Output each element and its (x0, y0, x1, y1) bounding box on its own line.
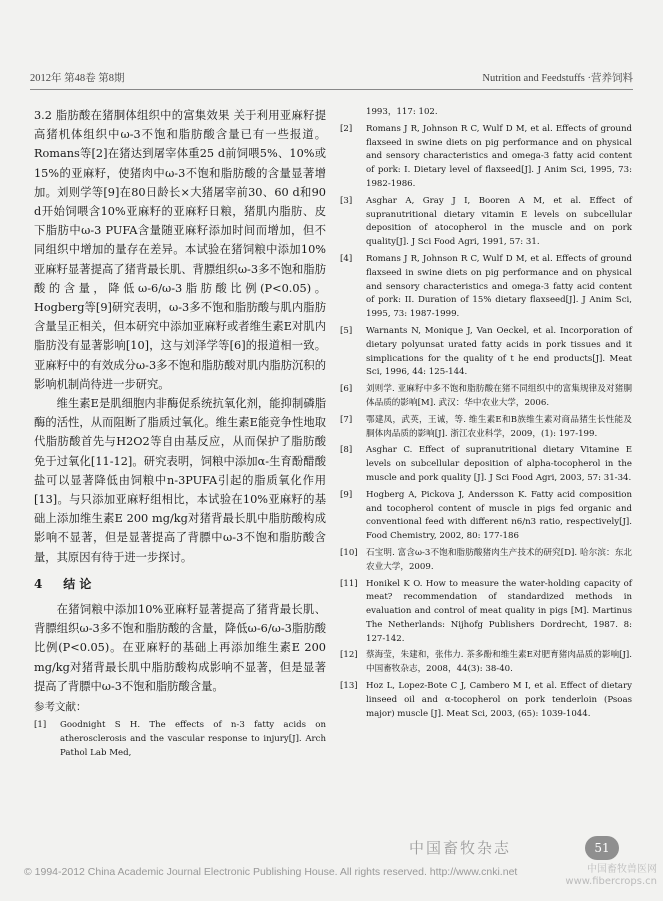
reference-text: Asghar C. Effect of supranutritional dietary Vitamine E levels on subcellular deposition of alpha-tocopherol in the muscle and pork quality [J]. J Sci Food Agri, 2003, 57: 31-34. (366, 445, 632, 483)
reference-text: Goodnight S H. The effects of n-3 fatty acids on atherosclerosis and the vascular response to injury[J]. Arch Pathol Lab Med, (60, 720, 326, 758)
reference-item (340, 680, 632, 721)
watermark (565, 864, 657, 888)
reference-number: [5] (340, 325, 353, 336)
reference-text: 1993，117: 102. (366, 107, 438, 117)
vitamin-e-paragraph: 维生素E是肌细胞内非酶促系统抗氧化剂，能抑制磷脂酶的活性，从而阻断了脂质过氧化。维生素E能竞争性地取代脂肪酸首先与H2O2等自由基反应，从而保护了脂肪酸免于过氧化[11-12]。研究表明，饲粮中添加α-生育酚醋酸盐可以显著降低由饲粮中n-3PUFA引起的脂质氧化作用[13]。与只添加亚麻籽组相比，本试验在10%亚麻籽的基础上添加维生素E 200 mg/kg对猪背最长肌中脂肪酸构成影响不显著，但是显著提高了背膘中ω-3不饱和脂肪酸含量，其原因有待于进一步探讨。 (34, 397, 326, 564)
page-footer-badge (409, 837, 619, 861)
reference-number: [9] (340, 489, 353, 500)
reference-text: Honikel K O. How to measure the water-holding capacity of meat? recommendation of standardized methods in evaluation and control of meat quality in pigs [M]. Martinus The Netherlands: Nijhofg Publishers Dordrecht, 1987. 8: 127-142. (366, 578, 632, 644)
reference-item (340, 489, 632, 544)
reference-item (340, 578, 632, 647)
reference-number: [7] (340, 414, 353, 425)
right-column (340, 106, 632, 724)
issue-info: 2012年 第48卷 第8期 (30, 73, 125, 84)
reference-number: [8] (340, 445, 353, 456)
conclusion-paragraph: 在猪饲粮中添加10%亚麻籽显著提高了猪背最长肌、背膘组织ω-3多不饱和脂肪酸的含量，降低ω-6/ω-3脂肪酸比例(P<0.05)。在亚麻籽的基础上再添加维生素E 200 mg/kg对猪背最长肌中脂肪酸构成影响不显著，但是显著提高了背膘中ω-3不饱和脂肪酸含量。 (34, 603, 326, 693)
reference-number: [11] (340, 578, 358, 589)
reference-text: 石宝明. 富含ω-3不饱和脂肪酸猪肉生产技术的研究[D]. 哈尔滨：东北农业大学，2009. (366, 547, 632, 572)
reference-item (34, 719, 326, 760)
journal-name: Nutrition and Feedstuffs ·营养饲料 (482, 73, 633, 84)
header-rule (30, 89, 633, 90)
conclusion-heading (34, 575, 326, 594)
reference-item (340, 414, 632, 442)
reference-item (340, 444, 632, 485)
watermark-line: www.fibercrops.cn (565, 876, 657, 887)
reference-item (340, 325, 632, 380)
reference-number: [1] (34, 720, 47, 731)
watermark-line: 中国畜牧兽医网 (587, 864, 657, 875)
reference-item (340, 547, 632, 575)
reference-text: 刘则学. 亚麻籽中多不饱和脂肪酸在猪不同组织中的富集规律及对猪胴体品质的影响[M]. 武汉：华中农业大学，2006. (366, 384, 632, 408)
copyright-footer: © 1994-2012 China Academic Journal Electronic Publishing House. All rights reserved. http://www.cnki.net (24, 866, 518, 878)
reference-number: [6] (340, 384, 353, 395)
reference-text: Romans J R, Johnson R C, Wulf D M, et al. Effects of ground flaxseed in swine diets on pig performance and on physical and sensory characteristics and omega-3 fatty acid content of pork: I. Dietary level of flaxseed[J]. J Anim Sci, 1995, 73: 1982-1986. (366, 123, 632, 189)
reference-text: Asghar A, Gray J I, Booren A M, et al. Effect of supranutritional dietary vitamin E levels on subcellular deposition of atocopherol in the muscle and on pork quality[J]. J Sci Food Agri, 1991, 57: 31. (366, 195, 632, 248)
reference-list (340, 123, 632, 722)
section-3-2-paragraph: 3.2 脂肪酸在猪胴体组织中的富集效果 关于利用亚麻籽提高猪机体组织中ω-3不饱和脂肪酸含量已有一些报道。Romans等[2]在猪达到屠宰体重25 d前饲喂5%、10%或15%的亚麻籽，使猪肉中ω-3不饱和脂肪酸的含量显著增加。刘则学等[9]在80日龄长×大猪屠宰前30、60 d和90 d开始饲喂含10%亚麻籽的亚麻籽日粮，猪肌内脂肪、皮下脂肪中ω-3 PUFA含量随亚麻籽添加时间而增加，但不同组织中增加的量存在差异。本试验在猪饲粮中添加10%亚麻籽显著提高了猪背最长肌、背膘组织ω-3多不饱和脂肪酸的含量，降低ω-6/ω-3脂肪酸比例(P<0.05)。Hogberg等[9]研究表明，ω-3多不饱和脂肪酸与肌内脂肪含量呈正相关，但本研究中添加亚麻籽或者维生素E对肌内脂肪没有显著影响[10]，这与刘泽学等[6]的报道相一致。亚麻籽中的有效成分ω-3多不饱和脂肪酸对肌内脂肪沉积的影响机制尚待进一步研究。 (34, 109, 326, 391)
reference-text: Warnants N, Monique J, Van Oeckel, et al. Incorporation of dietary polyunsat urated fatty acids in pork tissues and it simplications for the quality of t he end products[J]. Meat Sci, 1996, 44: 125-144. (366, 325, 632, 378)
references-title: 参考文献： (34, 701, 87, 714)
section-number: 4 (34, 576, 43, 591)
reference-text: 蔡海莹，朱建和，张伟力. 茶多酚和维生素E对肥育猪肉品质的影响[J]. 中国畜牧杂志，2008，44(3): 38-40. (366, 650, 632, 675)
reference-text: Hoz L, Lopez-Bote C J, Cambero M I, et al. Effect of dietary linseed oil and α-tocopherol on pork tenderloin (Psoas major) muscle [J]. Meat Sci, 2003, (65): 1039-1044. (366, 681, 632, 719)
reference-item (340, 195, 632, 250)
reference-continuation (340, 106, 632, 120)
reference-text: 鄂建凤，武英，王诚，等. 维生素E和B族维生素对商品猪生长性能及胴体肉品质的影响[J]. 浙江农业科学，2009，(1): 197-199. (366, 414, 632, 439)
page-number: 51 (585, 836, 619, 860)
section-title: 结 论 (63, 576, 92, 591)
left-column (34, 106, 326, 764)
reference-number: [13] (340, 681, 358, 692)
reference-number: [3] (340, 195, 353, 206)
reference-item (340, 253, 632, 322)
reference-number: [10] (340, 547, 358, 558)
journal-logo: 中国畜牧杂志 (409, 839, 512, 857)
reference-item (340, 649, 632, 677)
reference-text: Hogberg A, Pickova J, Andersson K. Fatty acid composition and tocopherol content of muscle in pigs fed organic and conventional feed with different n6/n3 ratio, respectively[J]. Food Chemistry, 2002, 80: 177-186 (366, 489, 632, 542)
page-header (30, 70, 633, 90)
reference-number: [4] (340, 253, 353, 264)
reference-number: [12] (340, 650, 358, 661)
reference-item (340, 123, 632, 192)
reference-text: Romans J R, Johnson R C, Wulf D M, et al. Effects of ground flaxseed in swine diets on pig performance and on physical and sensory characteristics and omega-3 fatty acid content of pork: II. Duration of 15% dietary flaxseed[J]. J Anim Sci, 1995, 73: 1987-1999. (366, 253, 632, 320)
reference-item (340, 383, 632, 411)
reference-number: [2] (340, 123, 353, 134)
